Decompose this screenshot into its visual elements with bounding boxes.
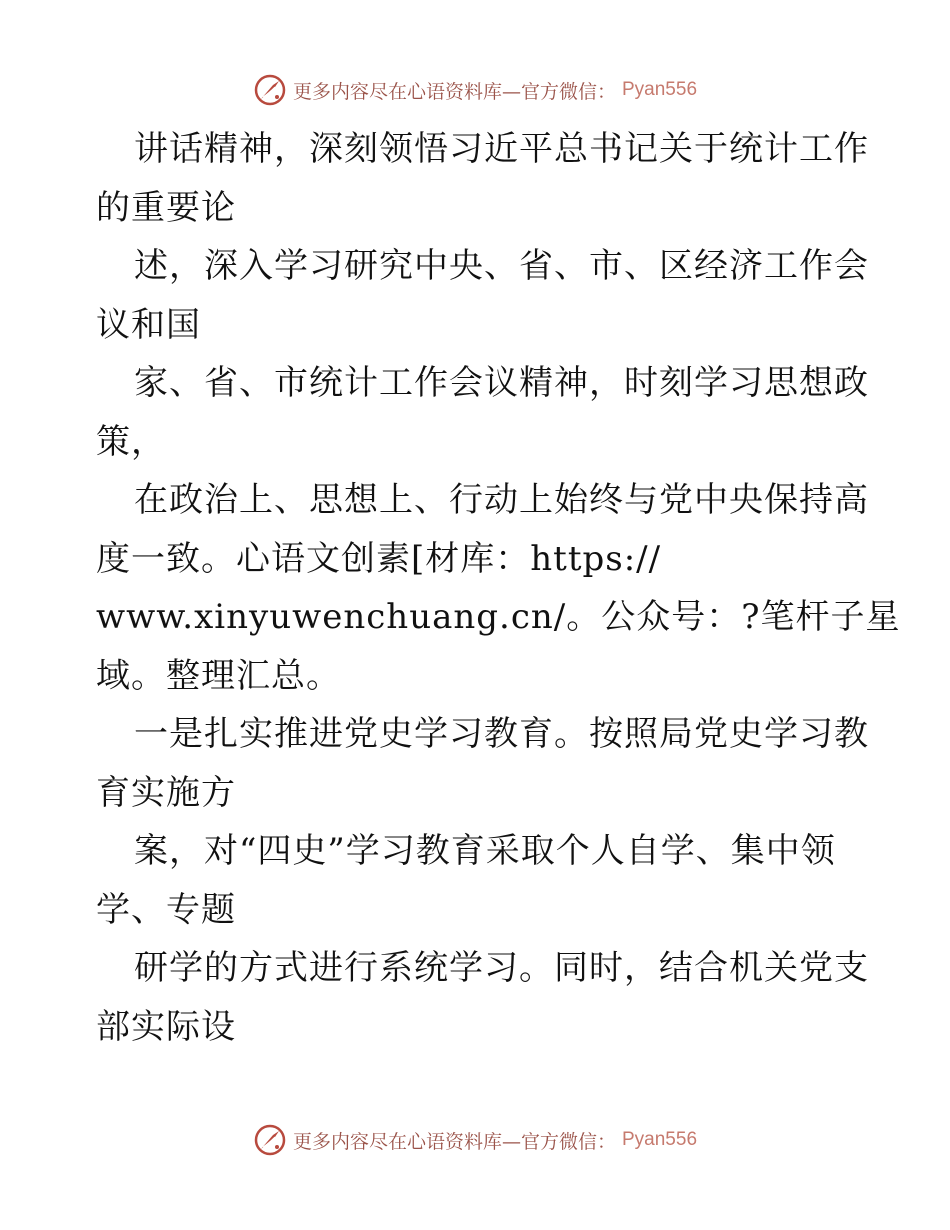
- quill-logo-icon: [253, 1123, 287, 1157]
- quill-logo-icon: [253, 73, 287, 107]
- footer-banner-id: Pyan556: [622, 1129, 698, 1150]
- header-banner-text: 更多内容尽在心语资料库—官方微信：: [292, 80, 616, 103]
- body-line: 的重要论: [96, 187, 236, 228]
- footer-banner-text: 更多内容尽在心语资料库—官方微信：: [292, 1130, 616, 1153]
- body-line: 度一致。心语文创素[材库：https://: [96, 538, 662, 579]
- body-line: 案，对“四史”学习教育采取个人自学、集中领: [134, 831, 836, 871]
- body-line: 一是扎实推进党史学习教育。按照局党史学习教: [134, 714, 869, 754]
- document-body: [96, 120, 901, 1056]
- footer-banner: [0, 1120, 950, 1160]
- body-line: 策，: [96, 421, 166, 462]
- body-line: 家、省、市统计工作会议精神，时刻学习思想政: [134, 363, 869, 403]
- body-line: 域。整理汇总。: [96, 655, 341, 696]
- body-line: 在政治上、思想上、行动上始终与党中央保持高: [134, 480, 869, 520]
- body-line: 部实际设: [96, 1006, 236, 1047]
- header-banner: [0, 70, 950, 110]
- body-line: 讲话精神，深刻领悟习近平总书记关于统计工作: [134, 129, 869, 169]
- body-line: 议和国: [96, 304, 201, 345]
- header-banner-id: Pyan556: [622, 79, 698, 100]
- body-line: 学、专题: [96, 889, 236, 930]
- body-line: 述，深入学习研究中央、省、市、区经济工作会: [134, 246, 869, 286]
- body-line: www.xinyuwenchuang.cn/。公众号：?笔杆子星: [96, 597, 901, 637]
- body-line: 育实施方: [96, 772, 236, 813]
- body-line: 研学的方式进行系统学习。同时，结合机关党支: [134, 948, 869, 988]
